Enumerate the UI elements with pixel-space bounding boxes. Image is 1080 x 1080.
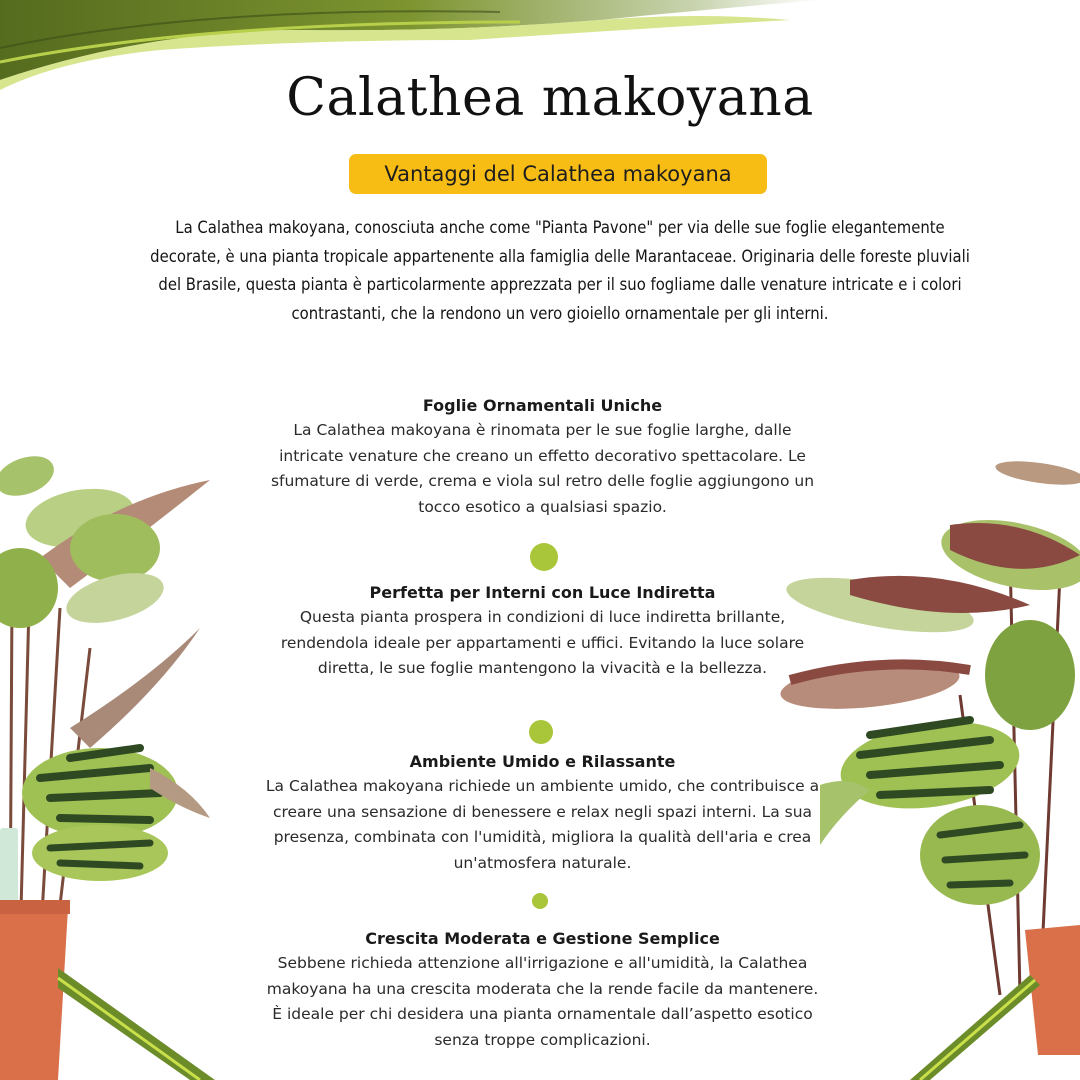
feature-section-humid-environment [260, 749, 825, 876]
feature-heading: Ambiente Umido e Rilassante [409, 752, 676, 771]
feature-body: Questa pianta prospera in condizioni di luce indiretta brillante, rendendola ideale per appartamenti e uffici. Evitando la luce solare diretta, le sue foglie mantengono la vivacità e la bellezza. [280, 608, 805, 677]
bullet-dot-icon [529, 720, 553, 744]
feature-heading: Foglie Ornamentali Uniche [422, 396, 663, 415]
feature-heading: Crescita Moderata e Gestione Semplice [365, 929, 720, 948]
subtitle-banner [349, 154, 767, 194]
feature-body: La Calathea makoyana è rinomata per le sue foglie larghe, dalle intricate venature che creano un effetto decorativo spettacolare. Le sfumature di verde, crema e viola sul retro delle foglie aggiungono un tocco esotico a qualsiasi spazio. [270, 421, 815, 516]
bullet-dot-icon [532, 893, 548, 909]
intro-paragraph: La Calathea makoyana, conosciuta anche come "Pianta Pavone" per via delle sue foglie elegantemente decorate, è una pianta tropicale appartenente alla famiglia delle Marantaceae. Originaria delle foreste pluviali del Brasile, questa pianta è particolarmente apprezzata per il suo fogliame dalle venature intricate e i colori contrastanti, che la rendono un vero gioiello ornamentale per gli interni. [150, 218, 970, 323]
subtitle-banner-label: Vantaggi del Calathea makoyana [384, 162, 732, 186]
feature-heading: Perfetta per Interni con Luce Indiretta [369, 583, 716, 602]
calathea-plant-right-image [780, 455, 1080, 1080]
calathea-plant-left-image [0, 448, 215, 1080]
feature-body: Sebbene richieda attenzione all'irrigazione e all'umidità, la Calathea makoyana ha una crescita moderata che la rende facile da mantenere. È ideale per chi desidera una pianta ornamentale dall’aspetto esotico senza troppe complicazioni. [266, 954, 819, 1049]
feature-section-ornamental-leaves [260, 393, 825, 520]
feature-section-moderate-growth [260, 926, 825, 1053]
feature-body: La Calathea makoyana richiede un ambiente umido, che contribuisce a creare una sensazione di benessere e relax negli spazi interni. La sua presenza, combinata con l'umidità, migliora la qualità dell'aria e crea un'atmosfera naturale. [265, 777, 820, 872]
bullet-dot-icon [530, 543, 558, 571]
feature-section-indirect-light [260, 580, 825, 682]
page-title: Calathea makoyana [286, 68, 814, 128]
